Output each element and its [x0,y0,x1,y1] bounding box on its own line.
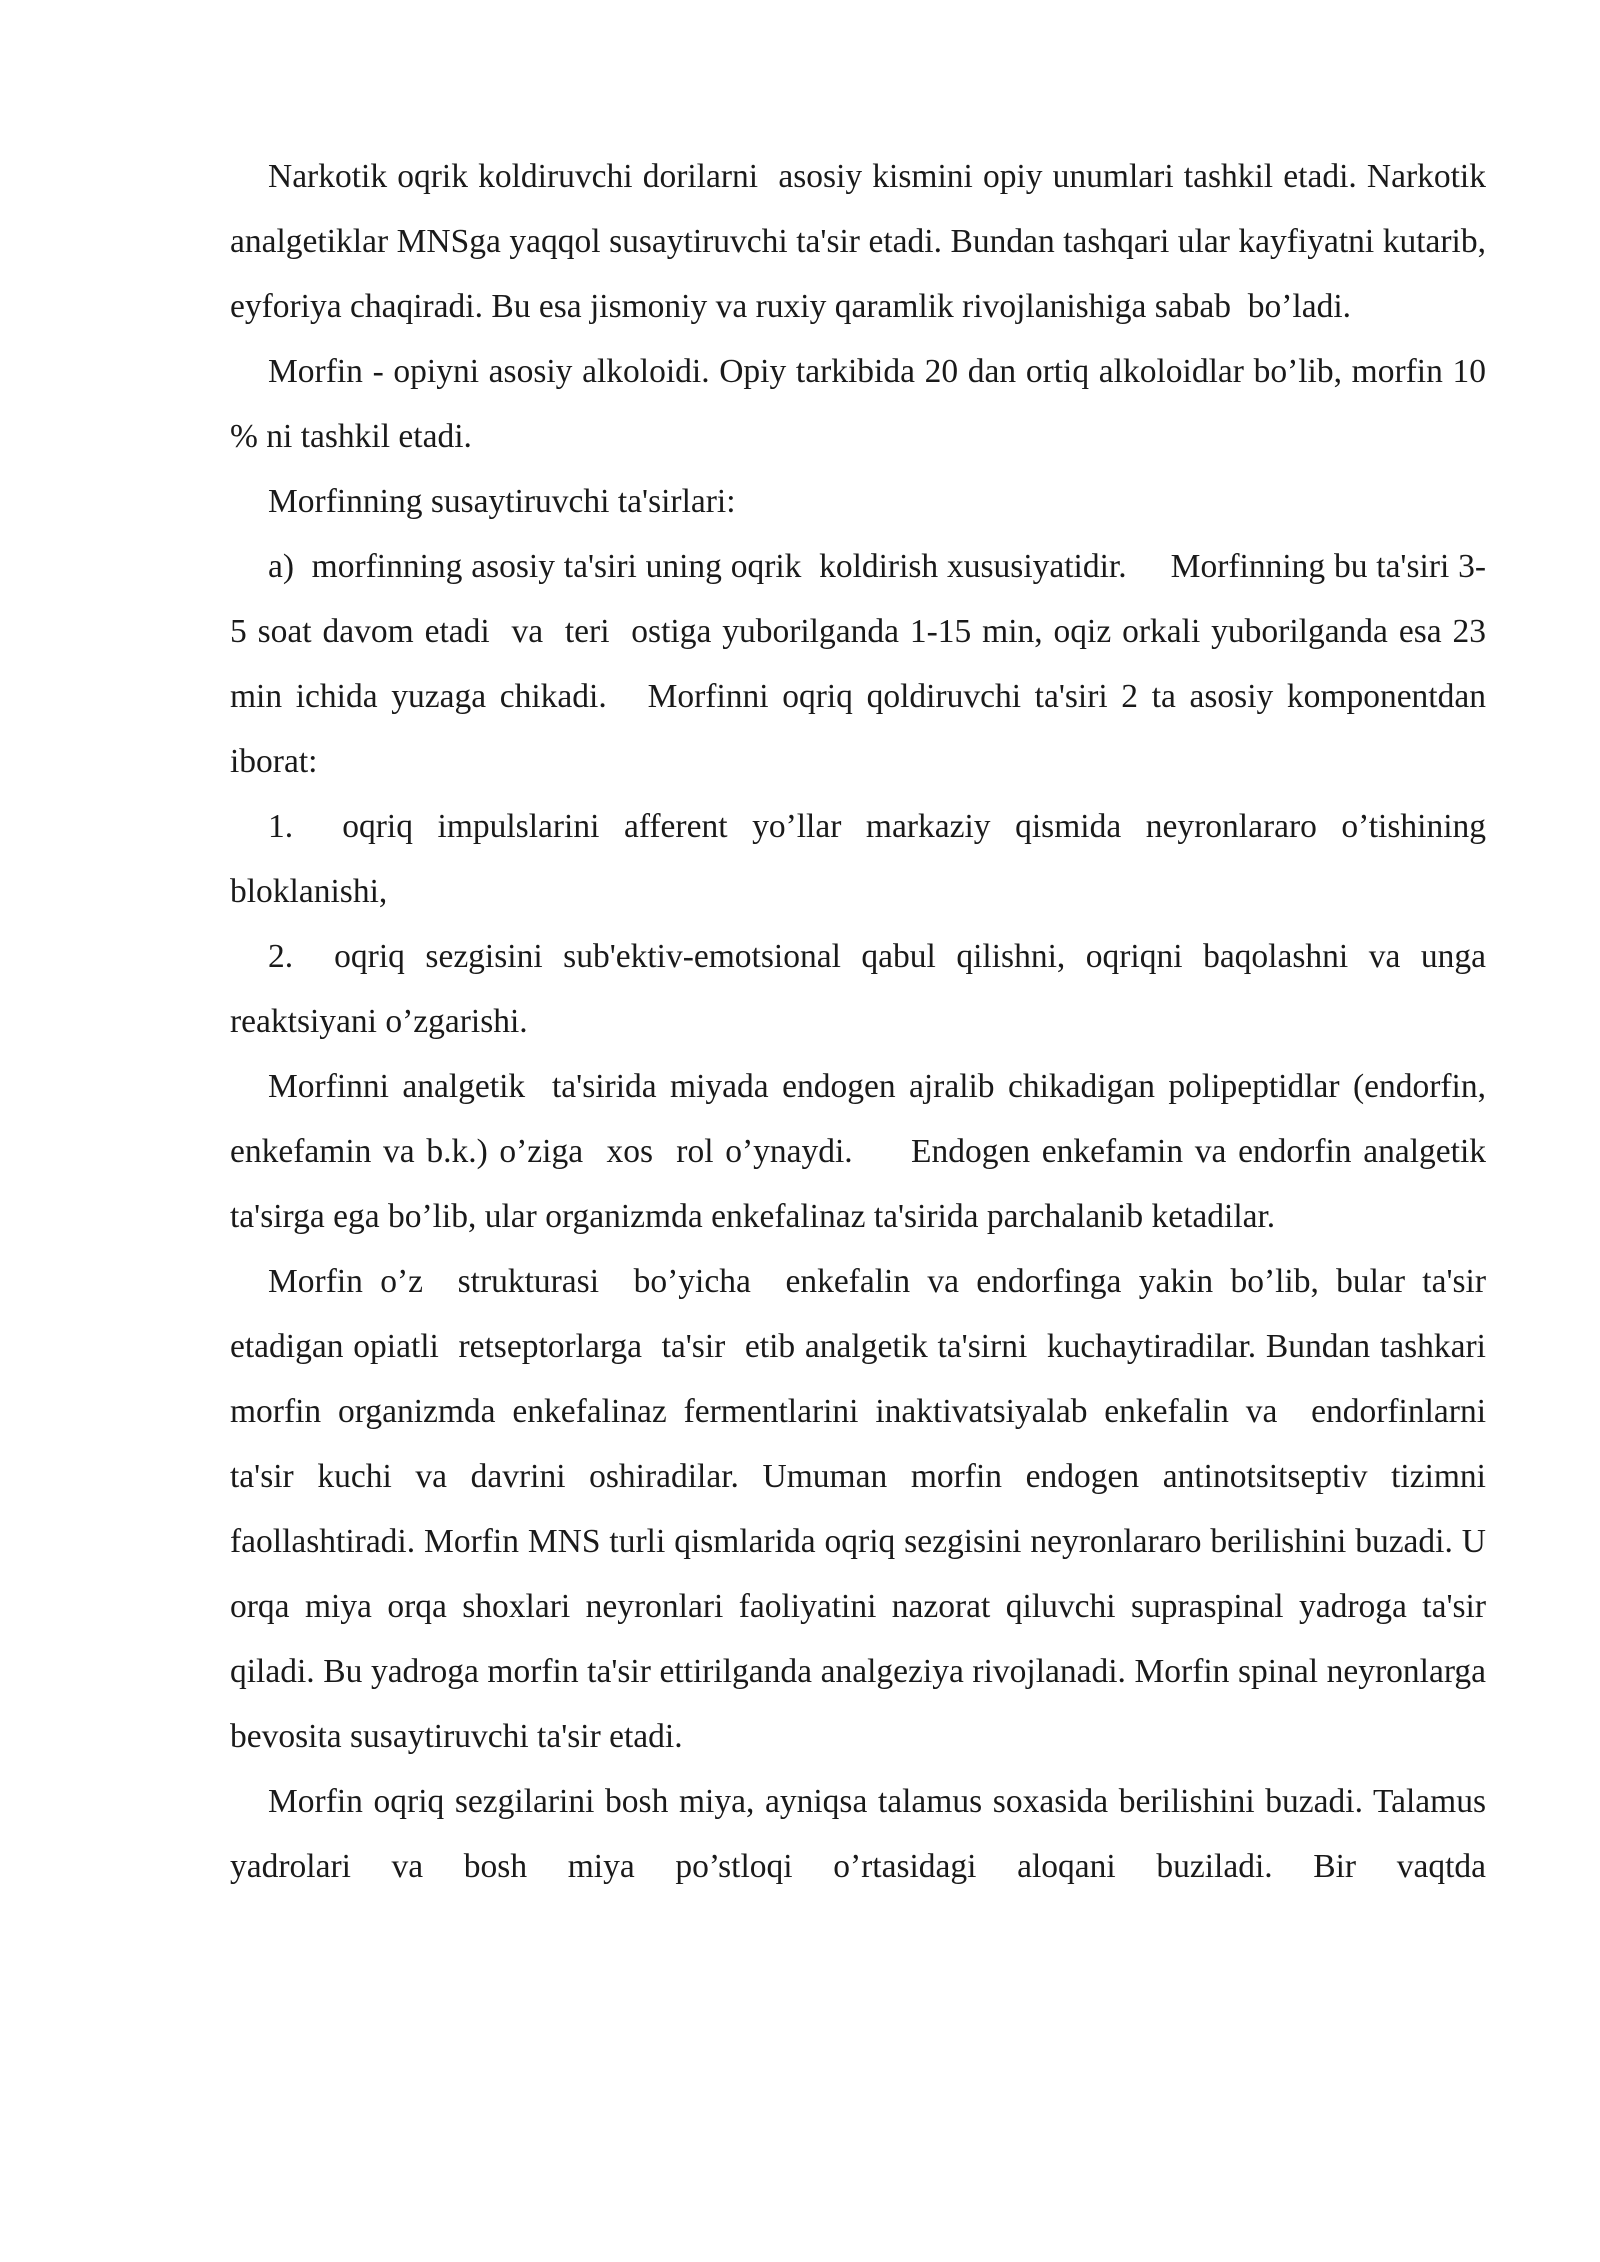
paragraph-morfin-definition: Morfin - opiyni asosiy alkoloidi. Opiy tarkibida 20 dan ortiq alkoloidlar bo’lib, morfin 10 % ni tashkil etadi. [230,353,1495,455]
paragraph-susaytiruvchi-heading: Morfinning susaytiruvchi ta'sirlari: [268,483,736,520]
paragraph-item-1: 1. oqriq impulslarini afferent yo’llar markaziy qismida neyronlararo o’tishining bloklanishi, [230,808,1495,910]
paragraph-item-a: a) morfinning asosiy ta'siri uning oqrik koldirish xususiyatidir. Morfinning bu ta'siri 3-5 soat davom etadi va teri ostiga yuborilganda 1-15 min, oqiz orkali yuborilganda esa 23 min ichida yuzaga chikadi. Morfinni oqriq qoldiruvchi ta'siri 2 ta asosiy komponentdan iborat: [230,548,1495,780]
paragraph-endogen-polipeptidlar: Morfinni analgetik ta'sirida miyada endogen ajralib chikadigan polipeptidlar (endorfin, enkefamin va b.k.) o’ziga xos rol o’ynaydi. Endogen enkefamin va endorfin analgetik ta'sirga ega bo’lib, ular organizmda enkefalinaz ta'sirida parchalanib ketadilar. [230,1068,1503,1235]
document-body [230,144,1503,1899]
paragraph-morfin-struktura: Morfin o’z strukturasi bo’yicha enkefalin va endorfinga yakin bo’lib, bular ta'sir etadigan opiatli retseptorlarga ta'sir etib analgetik ta'sirni kuchaytiradilar. Bundan tashkari morfin organizmda enkefalinaz fermentlarini inaktivatsiyalab enkefalin va endorfinlarni ta'sir kuchi va davrini oshiradilar. Umuman morfin endogen antinotsitseptiv tizimni faollashtiradi. Morfin MNS turli qismlarida oqriq sezgisini neyronlararo berilishini buzadi. U orqa miya orqa shoxlari neyronlari faoliyatini nazorat qiluvchi supraspinal yadroga ta'sir qiladi. Bu yadroga morfin ta'sir ettirilganda analgeziya rivojlanadi. Morfin spinal neyronlarga bevosita susaytiruvchi ta'sir etadi. [230,1263,1495,1755]
paragraph-item-2: 2. oqriq sezgisini sub'ektiv-emotsional qabul qilishni, oqriqni baqolashni va unga reaktsiyani o’zgarishi. [230,938,1495,1040]
paragraph-narkotik-intro: Narkotik oqrik koldiruvchi dorilarni asosiy kismini opiy unumlari tashkil etadi. Narkotik analgetiklar MNSga yaqqol susaytiruvchi ta'sir etadi. Bundan tashqari ular kayfiyatni kutarib, eyforiya chaqiradi. Bu esa jismoniy va ruxiy qaramlik rivojlanishiga sabab bo’ladi. [230,158,1495,325]
paragraph-talamus: Morfin oqriq sezgilarini bosh miya, ayniqsa talamus soxasida berilishini buzadi. Talamus yadrolari va bosh miya po’stloqi o’rtasidagi aloqani buziladi. Bir vaqtda [230,1783,1495,1885]
